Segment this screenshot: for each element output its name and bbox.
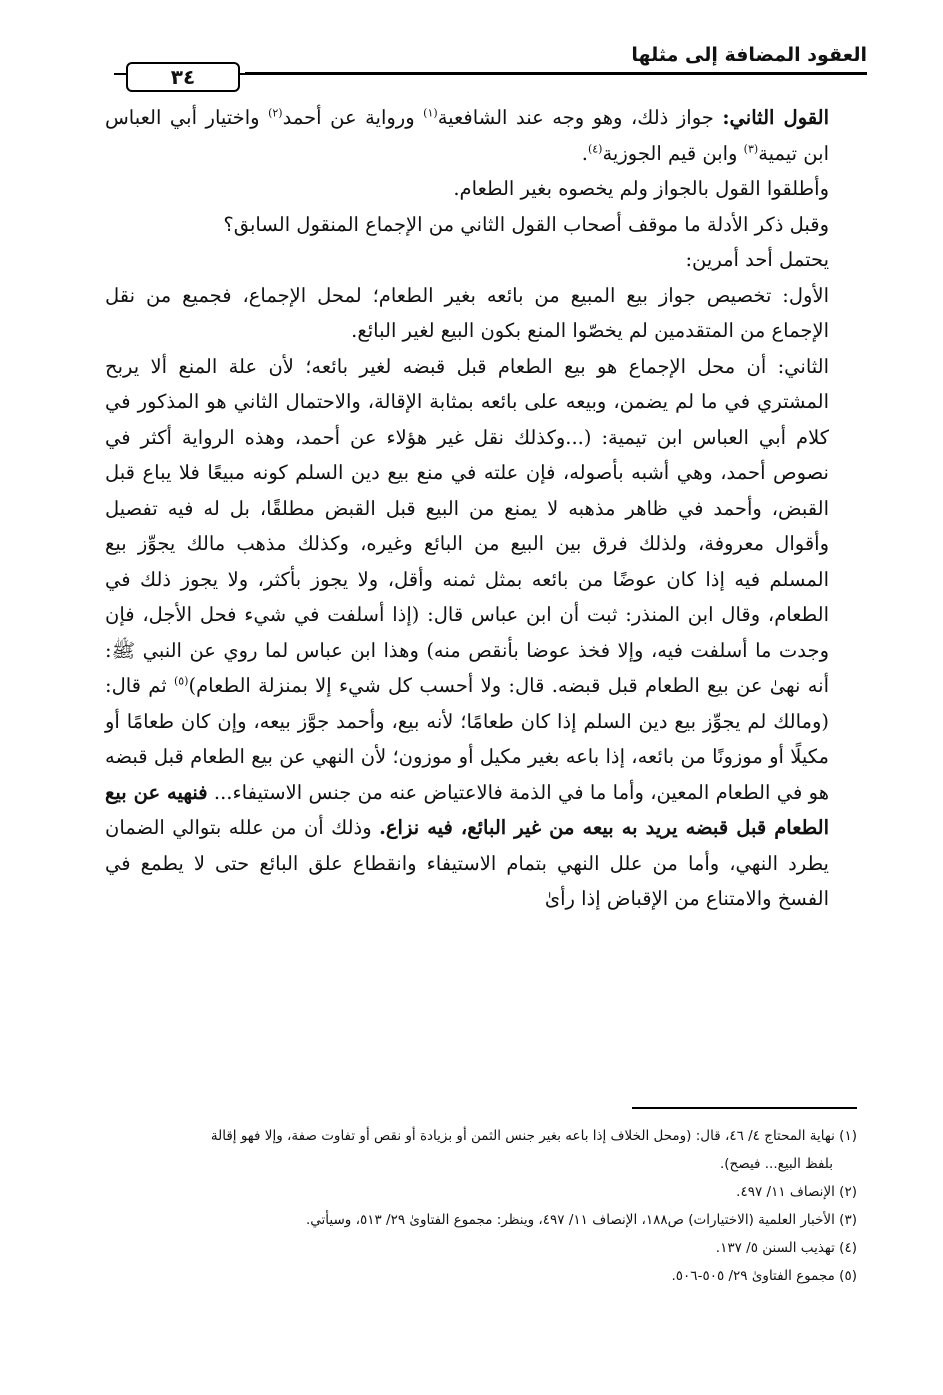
footnote-1: (١) نهاية المحتاج ٤/ ٤٦، قال: (ومحل الخلاف إذا باعه بغير جنس الثمن أو بزيادة أو نقص أو تفاوت صفة، وإلا فهو إقالة	[210, 1128, 857, 1144]
paragraph-lead: القول الثاني:	[722, 106, 829, 129]
footnote-1-continuation: بلفظ البيع... فيصح).	[719, 1156, 833, 1172]
main-text	[105, 100, 857, 917]
running-header	[120, 42, 867, 89]
footnote-ref-1: (١)	[423, 106, 438, 120]
bold-quote: فنهيه عن بيع الطعام قبل قبضه يريد به بيعه من غير البائع، فيه نزاع.	[105, 780, 830, 839]
footnote-separator	[632, 1107, 857, 1109]
footnote-3: (٣) الأخبار العلمية (الاختيارات) ص١٨٨، الإنصاف ١١/ ٤٩٧، وينظر: مجموع الفتاوىٰ ٢٩/ ٥١٣، وسيأتي.	[306, 1212, 857, 1228]
text-run: ورواية عن أحمد	[282, 106, 424, 129]
book-title: العقود المضافة إلى مثلها	[631, 44, 867, 66]
text-run: .	[581, 141, 588, 165]
paragraph: الأول: تخصيص جواز بيع المبيع من بائعه بغير الطعام؛ لمحل الإجماع، فجميع من نقل الإجماع من المتقدمين لم يخصّوا المنع بكون البيع لغير البائع.	[105, 283, 829, 342]
paragraph: وأطلقوا القول بالجواز ولم يخصوه بغير الطعام.	[453, 177, 829, 200]
text-run: ثم قال: (ومالك لم يجوِّز بيع دين السلم إذا كان طعامًا؛ لأنه بيع، وأحمد جوَّز بيعه، وإن كان طعامًا أو مكيلًا أو موزونًا من بائعه، إذا باعه بغير مكيل أو موزون؛ لأن النهي عن بيع الطعام قبل قبضه هو في الطعام المعين، وأما ما في الذمة فالاعتياض عنه من جنس الاستيفاء...	[105, 674, 829, 804]
footnotes	[105, 1122, 857, 1290]
paragraph: يحتمل أحد أمرين:	[685, 248, 829, 271]
footnote-ref-4: (٤)	[587, 142, 603, 155]
footnote-ref-3: (٣)	[743, 142, 759, 155]
text-run: وابن قيم الجوزية	[602, 141, 744, 165]
paragraph-second-possibility	[105, 349, 857, 917]
footnote-4: (٤) تهذيب السنن ٥/ ١٣٧.	[715, 1240, 857, 1256]
header-rule	[245, 72, 867, 75]
footnote-2: (٢) الإنصاف ١١/ ٤٩٧.	[736, 1184, 857, 1200]
text-run: الثاني: أن محل الإجماع هو بيع الطعام قبل قبضه لغير بائعه؛ لأن علة المنع ألا يربح المشتري في ما لم يضمن، وبيعه على بائعه بمثابة الإقالة، والاحتمال الثاني هو المذكور في كلام أبي العباس ابن تيمية: (...وكذلك نقل غير هؤلاء عن أحمد، وهذه الرواية أكثر في نصوص أحمد، وهي أشبه بأصوله، فإن علته في منع بيع دين السلم كونه مبيعًا فلا يباع قبل القبض، وأحمد في ظاهر مذهبه لا يمنع من البيع قبل القبض مطلقًا، بل له فيه تفصيل وأقوال معروفة، ولذلك فرق بين البيع من البائع وغيره، وكذلك مذهب مالك يجوِّز بيع المسلم فيه إذا كان عوضًا من بائعه بمثل ثمنه وأقل، ولا يجوز بأكثر، ولا يجوز ذلك في الطعام، وقال ابن المنذر: ثبت أن ابن عباس قال: (إذا أسلفت في شيء فحل الأجل، فإن وجدت ما أسلفت فيه، وإلا فخذ عوضا بأنقص منه) وهذا ابن عباس لما روي عن النبي ﷺ: أنه نهىٰ عن بيع الطعام قبل قبضه. قال: ولا أحسب كل شيء إلا بمنزلة الطعام)	[105, 354, 829, 697]
paragraph: وقبل ذكر الأدلة ما موقف أصحاب القول الثاني من الإجماع المنقول السابق؟	[223, 212, 829, 236]
paragraph-second-opinion	[105, 100, 857, 171]
page-number-tick-left	[114, 73, 126, 75]
text-run: جواز ذلك، وهو وجه عند الشافعية	[437, 106, 723, 129]
footnote-ref-5: (٥)	[173, 674, 189, 688]
page-number-tick-right	[240, 73, 252, 75]
page-number: ٣٤	[170, 65, 196, 89]
page-number-box	[126, 62, 240, 92]
footnote-5: (٥) مجموع الفتاوىٰ ٢٩/ ٥٠٥-٥٠٦.	[671, 1268, 857, 1284]
footnote-ref-2: (٢)	[268, 106, 283, 120]
text-run: واختيار أبي العباس ابن تيمية	[105, 106, 829, 165]
text-run: وذلك أن من علله بتوالي الضمان يطرد النهي، وأما من علل النهي بتمام الاستيفاء وانقطاع علق البائع حتى لا يطمع في الفسخ والامتناع من الإقباض إذا رأىٰ	[105, 816, 829, 910]
